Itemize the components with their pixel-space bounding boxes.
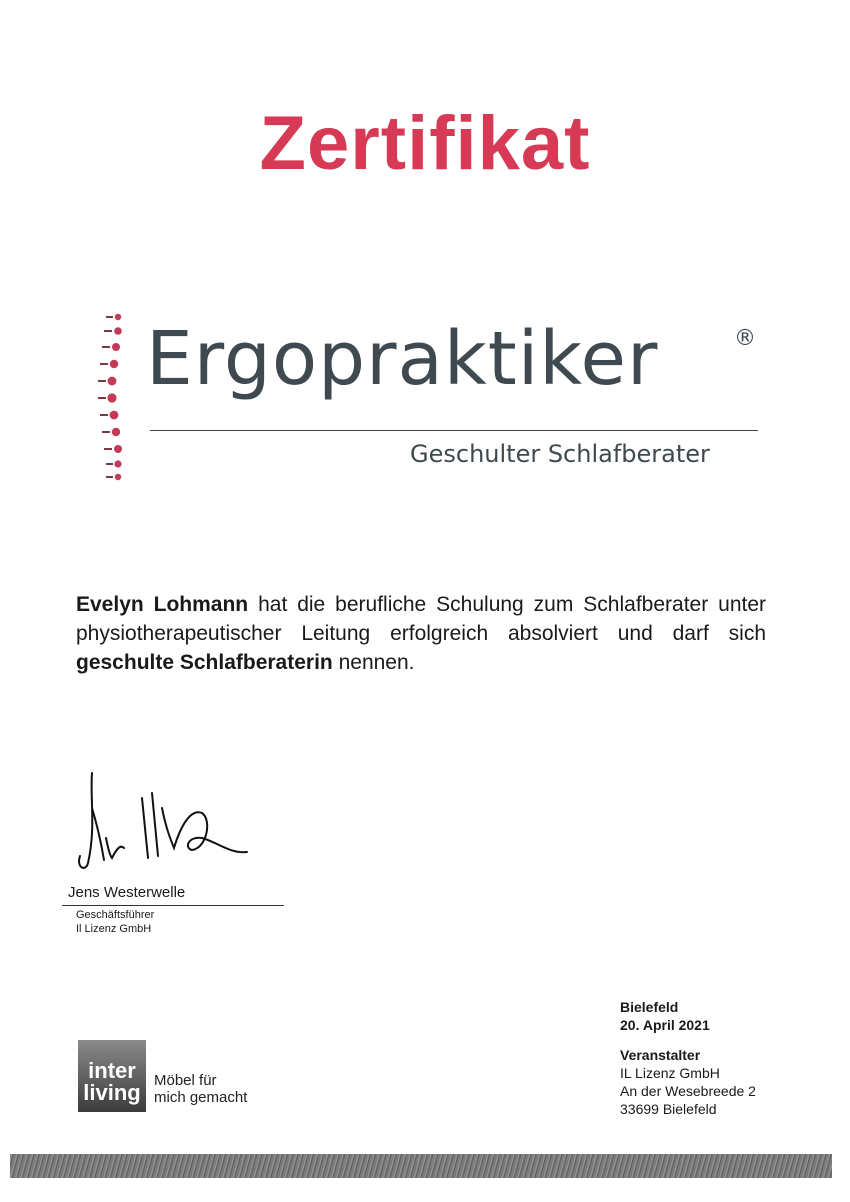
statement-text-2: nennen.	[332, 651, 415, 674]
signature-image	[62, 768, 262, 878]
place-city: Bielefeld	[620, 999, 679, 1015]
ergopraktiker-wordmark: Ergopraktiker	[146, 316, 659, 402]
organizer-block	[620, 1046, 756, 1118]
organizer-company: IL Lizenz GmbH	[620, 1065, 720, 1081]
signatory-name: Jens Westerwelle	[68, 884, 186, 901]
organizer-city: 33699 Bielefeld	[620, 1101, 717, 1117]
registered-mark: ®	[734, 326, 756, 351]
logo-subtitle: Geschulter Schlafberater	[410, 440, 710, 468]
place-date	[620, 998, 710, 1034]
signatory-role: Geschäftsführer	[76, 909, 155, 921]
signatory-company: Il Lizenz GmbH	[76, 923, 152, 935]
footer-decorative-bar	[10, 1154, 832, 1178]
certificate-title: Zertifikat	[259, 101, 591, 186]
tagline-line-2: mich gemacht	[154, 1089, 248, 1106]
certificate-statement	[76, 590, 766, 677]
organizer-heading: Veranstalter	[620, 1047, 701, 1063]
signature-line	[62, 905, 284, 906]
interliving-logo-bottom: living	[83, 1080, 141, 1105]
logo-divider	[150, 430, 758, 431]
interliving-tagline	[154, 1072, 247, 1106]
spine-dots-icon	[96, 312, 132, 482]
organizer-street: An der Wesebreede 2	[620, 1083, 756, 1099]
interliving-logo-top: inter	[88, 1058, 136, 1083]
tagline-line-1: Möbel für	[154, 1072, 217, 1089]
signatory-details	[76, 908, 154, 936]
interliving-logo	[78, 1040, 146, 1112]
recipient-name: Evelyn Lohmann	[76, 593, 249, 616]
issue-date: 20. April 2021	[620, 1017, 710, 1033]
designation: geschulte Schlafberaterin	[76, 651, 333, 674]
statement-text-1: hat die berufliche Schulung zum Schlafberater unter physiotherapeutischer Leitung erfolgreich absolviert und darf sich	[76, 593, 767, 645]
